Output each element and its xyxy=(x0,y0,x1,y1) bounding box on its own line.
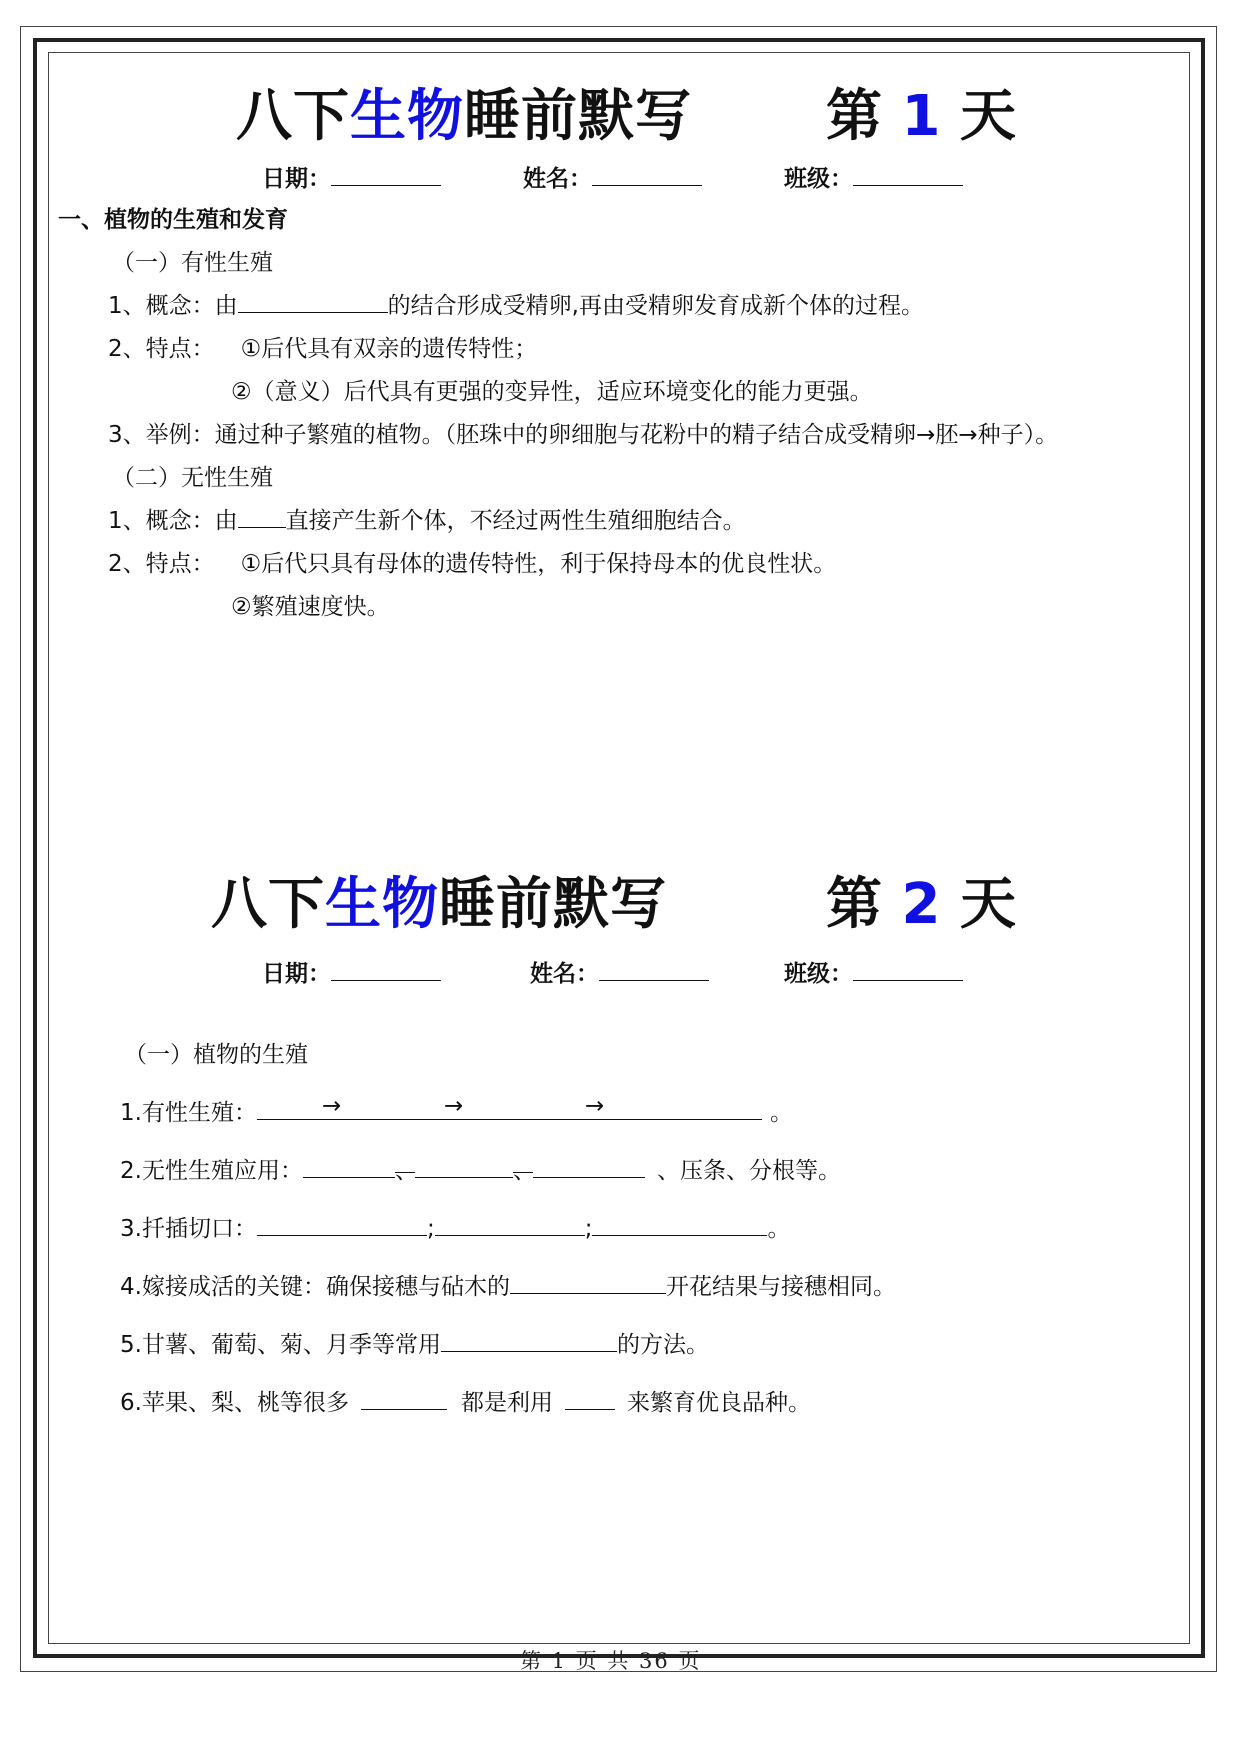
day2-q2-end: 、压条、分根等。 xyxy=(656,1158,841,1184)
day2-q2-sep-1: 、 xyxy=(395,1152,415,1173)
day1-asexual-concept-prefix: 1、概念：由 xyxy=(108,508,238,534)
day1-title-subject: 生物 xyxy=(350,84,464,149)
day1-asexual-blank[interactable] xyxy=(238,507,286,528)
day2-q6-suffix: 来繁育优良品种。 xyxy=(626,1390,811,1416)
day2-q1-end: 。 xyxy=(769,1100,793,1126)
day2-q1-label: 1.有性生殖： xyxy=(120,1100,257,1126)
day2-title-part1: 八下 xyxy=(211,872,325,937)
day2-q3-blank-2[interactable] xyxy=(435,1215,585,1236)
day2-day-label xyxy=(826,860,1016,940)
day2-q2-blank-2[interactable] xyxy=(415,1157,513,1178)
day2-day-prefix: 第 xyxy=(826,872,882,937)
day2-q5-suffix: 的方法。 xyxy=(616,1332,709,1358)
day1-asexual-feature-label: 2、特点： xyxy=(108,551,215,577)
day2-q3-label: 3.扦插切口： xyxy=(120,1216,257,1242)
day1-name-blank[interactable] xyxy=(592,165,702,186)
day1-class-field xyxy=(784,160,963,193)
day1-title-part1: 八下 xyxy=(236,84,350,149)
day1-line-concept xyxy=(108,287,924,320)
day2-q2-blank-1[interactable] xyxy=(303,1157,395,1178)
day2-q5-prefix: 5.甘薯、葡萄、菊、月季等常用 xyxy=(120,1332,441,1358)
day1-day-label xyxy=(826,72,1016,152)
day1-line-asexual-feature xyxy=(108,545,836,578)
day2-name-field xyxy=(530,955,709,988)
day1-day-prefix: 第 xyxy=(826,84,882,149)
day2-q6-blank-1[interactable] xyxy=(361,1389,447,1410)
day1-feature-2: ②（意义）后代具有更强的变异性，适应环境变化的能力更强。 xyxy=(231,379,873,405)
day2-q2 xyxy=(120,1152,841,1185)
day1-line-asexual-concept xyxy=(108,502,746,535)
day1-asexual-concept-suffix: 直接产生新个体，不经过两性生殖细胞结合。 xyxy=(285,508,746,534)
day2-name-blank[interactable] xyxy=(599,960,709,981)
day2-q6-blank-2[interactable] xyxy=(565,1389,615,1410)
day2-q5 xyxy=(120,1326,709,1359)
day1-line-feature xyxy=(108,330,537,363)
day1-name-label: 姓名： xyxy=(523,166,592,192)
day1-feature-label: 2、特点： xyxy=(108,336,215,362)
day1-feature-1: ①后代具有双亲的遗传特性； xyxy=(240,336,538,362)
day2-title-subject: 生物 xyxy=(325,872,439,937)
day2-q2-blank-3[interactable] xyxy=(533,1157,645,1178)
day1-section-title: 一、植物的生殖和发育 xyxy=(58,207,288,233)
day2-q1-arrow-2: → xyxy=(443,1093,464,1119)
day1-day-suffix: 天 xyxy=(959,84,1016,149)
day2-day-number: 2 xyxy=(901,872,941,937)
day1-class-blank[interactable] xyxy=(853,165,963,186)
day2-q1 xyxy=(120,1094,793,1127)
day2-q3-blank-1[interactable] xyxy=(257,1215,427,1236)
day1-line-example: 3、举例：通过种子繁殖的植物。（胚珠中的卵细胞与花粉中的精子结合成受精卵→胚→种子）。 xyxy=(108,422,1059,448)
day1-date-blank[interactable] xyxy=(331,165,441,186)
day1-subheading-sexual: （一）有性生殖 xyxy=(112,250,273,276)
day2-q5-blank[interactable] xyxy=(441,1331,617,1352)
day2-class-blank[interactable] xyxy=(853,960,963,981)
day1-asexual-feature-2: ②繁殖速度快。 xyxy=(231,594,390,620)
day1-line-concept-suffix: 的结合形成受精卵,再由受精卵发育成新个体的过程。 xyxy=(387,293,924,319)
day2-class-field xyxy=(784,955,963,988)
day2-q1-arrow-3: → xyxy=(584,1093,605,1119)
day2-q6-middle: 都是利用 xyxy=(460,1390,553,1416)
day2-q3-end: 。 xyxy=(767,1216,791,1242)
day2-date-field xyxy=(262,955,441,988)
day2-subheading: （一）植物的生殖 xyxy=(124,1042,308,1068)
day2-date-label: 日期： xyxy=(262,961,331,987)
day2-q2-sep-2: 、 xyxy=(513,1152,533,1173)
day2-q6 xyxy=(120,1384,811,1417)
day1-class-label: 班级： xyxy=(784,166,853,192)
day1-concept-blank[interactable] xyxy=(238,292,388,313)
day2-title xyxy=(211,860,667,940)
day2-day-suffix: 天 xyxy=(959,872,1016,937)
day2-title-part3: 睡前默写 xyxy=(439,872,667,937)
day2-q1-arrow-1: → xyxy=(321,1093,342,1119)
day2-q4-suffix: 开花结果与接穗相同。 xyxy=(665,1274,896,1300)
day2-q3-sep-2: ; xyxy=(584,1216,593,1242)
day2-q4-blank[interactable] xyxy=(510,1273,666,1294)
day2-date-blank[interactable] xyxy=(331,960,441,981)
day1-asexual-feature-1: ①后代只具有母体的遗传特性，利于保持母本的优良性状。 xyxy=(240,551,837,577)
day2-q2-label: 2.无性生殖应用： xyxy=(120,1158,303,1184)
day1-line-concept-prefix: 1、概念：由 xyxy=(108,293,238,319)
day2-q4 xyxy=(120,1268,896,1301)
day2-q3-sep-1: ; xyxy=(426,1216,435,1242)
day1-subheading-asexual: （二）无性生殖 xyxy=(112,465,273,491)
page-footer: 第 1 页 共 36 页 xyxy=(520,1649,702,1673)
day2-q3 xyxy=(120,1210,790,1243)
day1-date-field xyxy=(262,160,441,193)
day2-class-label: 班级： xyxy=(784,961,853,987)
day1-name-field xyxy=(523,160,702,193)
day2-name-label: 姓名： xyxy=(530,961,599,987)
day2-q6-prefix: 6.苹果、梨、桃等很多 xyxy=(120,1390,349,1416)
day2-q3-blank-3[interactable] xyxy=(592,1215,767,1236)
day1-date-label: 日期： xyxy=(262,166,331,192)
day1-title-part3: 睡前默写 xyxy=(464,84,692,149)
day1-title xyxy=(236,72,692,152)
day2-q1-blank[interactable] xyxy=(257,1093,762,1120)
day2-q4-prefix: 4.嫁接成活的关键：确保接穗与砧木的 xyxy=(120,1274,510,1300)
day1-day-number: 1 xyxy=(901,84,941,149)
